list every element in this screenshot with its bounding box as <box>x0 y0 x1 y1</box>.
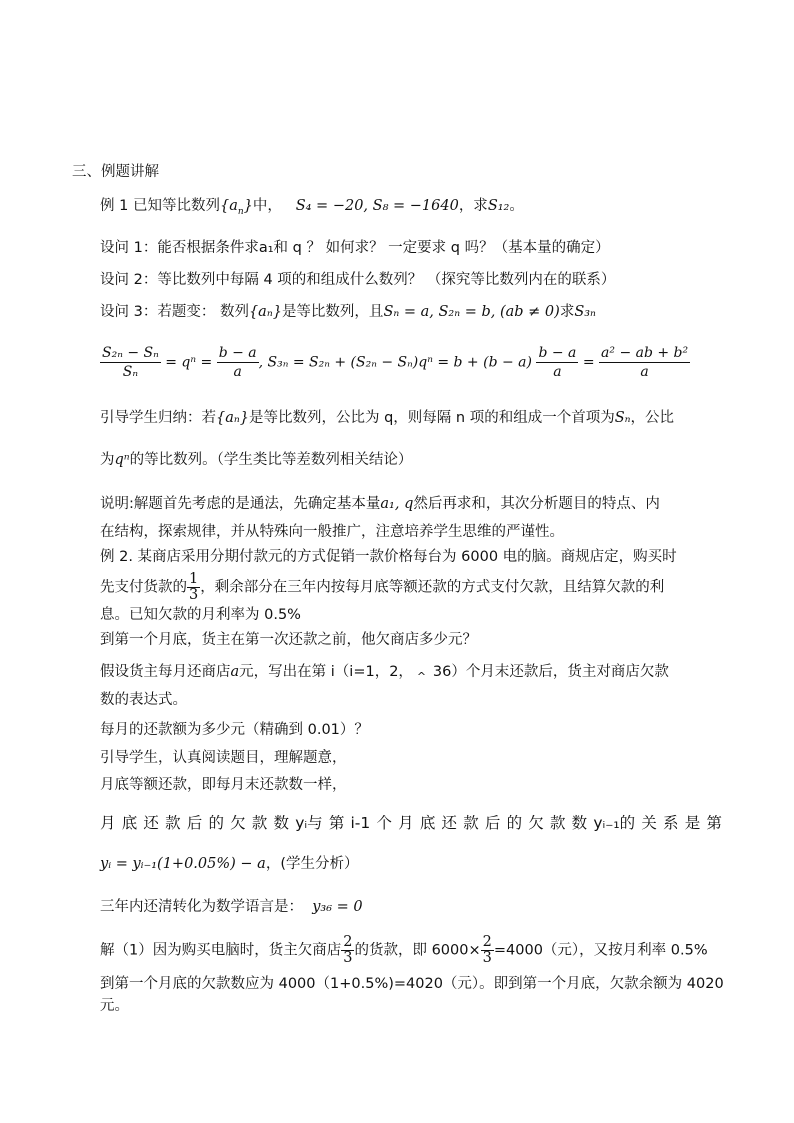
question-2: 设问 2：等比数列中每隔 4 项的和组成什么数列？ （探究等比数列内在的联系） <box>100 272 616 288</box>
example-2-line-10 <box>100 813 722 833</box>
justified-word: 后 <box>484 814 501 832</box>
justified-word: 欠 <box>528 814 544 832</box>
q3-condition: Sₙ = a, S₂ₙ = b, (ab ≠ 0) <box>383 304 560 320</box>
example-2-line-1: 例 2. 某商店采用分期付款元的方式促销一款价格每台为 6000 电的脑。商规店定，购买时 <box>100 549 677 565</box>
justified-word: 月 <box>398 814 414 832</box>
justified-word: 月 <box>100 814 116 832</box>
solution-line-2: 到第一个月底的欠款数应为 4000（1+0.5%)=4020（元）。即到第一个月底，欠款余额为 4020 <box>100 976 724 992</box>
justified-word: 关 <box>641 814 657 832</box>
justified-word: i-1 <box>350 814 371 832</box>
justified-word: yᵢ₋₁的 <box>593 814 636 832</box>
induce-qn: qⁿ <box>114 452 130 468</box>
note-line-2: 在结构，探索规律，并从特殊向一般推广，注意培养学生思维的严谨性。 <box>100 524 564 540</box>
justified-word: 欠 <box>230 814 246 832</box>
section-title: 三、例题讲解 <box>72 164 159 180</box>
justified-word: 款 <box>251 814 268 832</box>
fraction-4: $\frac{\text{a² − ab + b²}}{a}$ <box>601 345 689 380</box>
note-line-1: 说明:解题首先考虑的是通法，先确定基本量a₁, q然后再求和，其次分析题目的特点、内 <box>100 496 660 512</box>
induction-line-1: 引导学生归纳：若{aₙ}是等比数列，公比为 q，则每隔 n 项的和组成一个首项为Sₙ，公比 <box>100 410 675 426</box>
fraction-2: $\frac{b - a}{a}$ <box>218 345 257 380</box>
justified-word: 系 <box>663 814 679 832</box>
example-2-line-8: 引导学生，认真阅读题目，理解题意， <box>100 750 347 766</box>
formula-eq1: = qⁿ = <box>165 354 213 371</box>
induce-sn: Sₙ <box>614 410 631 426</box>
fraction-one-third: $\frac{1}{3}$ <box>189 571 199 603</box>
example-2-line-4: 到第一个月底，货主在第一次还款之前，他欠商店多少元？ <box>100 632 477 648</box>
fraction-3: $\frac{b - a}{a}$ <box>538 345 577 380</box>
justified-word: 数 <box>571 814 588 832</box>
justified-word: 第 <box>706 814 722 832</box>
induce-sequence: {aₙ} <box>216 410 249 426</box>
final-condition: y₃₆ = 0 <box>312 899 363 915</box>
justified-word: 后 <box>186 814 203 832</box>
question-1: 设问 1：能否根据条件求a₁和 q ？ 如何求？ 一定要求 q 吗？（基本量的确定） <box>100 240 610 256</box>
justified-word: 底 <box>419 814 436 832</box>
q3-mid: 是等比数列，且 <box>281 304 384 320</box>
example-1-statement <box>100 196 524 216</box>
justified-word: 个 <box>376 814 392 832</box>
note-vars: a₁, q <box>380 496 414 512</box>
ex1-mid: 中， <box>252 198 282 214</box>
justified-word: 款 <box>549 814 566 832</box>
q3-target: S₃ₙ <box>574 304 596 320</box>
example-2-line-5: 假设货主每月还商店a元，写出在第 i（i=1，2， ^ 36）个月末还款后，货主对商店欠款 <box>100 664 669 683</box>
q3-ask: 求 <box>559 304 575 320</box>
solution-line-1: 解（1）因为购买电脑时，货主欠商店 $\frac{2}{3}$ 的货款，即 6000× $\frac{2}{3}$ =4000（元），又按月利率 0.5% <box>100 934 708 966</box>
justified-word: yᵢ与 <box>295 814 323 832</box>
recurrence-formula: yᵢ = yᵢ₋₁(1+0.05%) − a <box>100 856 266 872</box>
justified-word: 第 <box>328 814 345 832</box>
justified-word: 还 <box>441 814 458 832</box>
ex1-end: 。 <box>509 198 524 214</box>
justified-word: 的 <box>506 814 523 832</box>
example-2-line-12: 三年内还清转化为数学语言是： y₃₆ = 0 <box>100 899 363 915</box>
ex1-target: S₁₂ <box>487 198 510 214</box>
justified-word: 款 <box>165 814 181 832</box>
justified-word: 底 <box>121 814 138 832</box>
justified-word: 款 <box>463 814 479 832</box>
formula-eq2: = <box>582 354 595 371</box>
fraction-two-thirds-2: $\frac{2}{3}$ <box>482 934 492 966</box>
solution-line-3: 元。 <box>100 998 129 1014</box>
ex1-ask: ，求 <box>458 198 488 214</box>
example-2-line-7: 每月的还款额为多少元（精确到 0.01）？ <box>100 722 369 738</box>
example-2-line-11: yᵢ = yᵢ₋₁(1+0.05%) − a，(学生分析） <box>100 856 359 872</box>
justified-word: 是 <box>684 814 701 832</box>
example-2-line-9: 月底等额还款，即每月末还款数一样， <box>100 777 347 793</box>
ex1-sequence: $\{a_n\}$ <box>219 198 253 217</box>
example-2-line-6: 数的表达式。 <box>100 692 187 708</box>
fraction-two-thirds: $\frac{2}{3}$ <box>343 934 353 966</box>
ex1-intro: 例 1 已知等比数列 <box>100 198 220 214</box>
justified-word: 的 <box>208 814 224 832</box>
q3-sequence: {aₙ} <box>248 304 282 320</box>
question-3 <box>100 302 596 322</box>
fraction-1: $\frac{\text{S₂ₙ − Sₙ}}{\text{Sₙ}}$ <box>102 345 159 380</box>
example-2-line-2: 先支付货款的 $\frac{1}{3}$ ，剩余部分在三年内按每月底等额还款的方式支付欠款，且结算欠款的利 <box>100 571 665 603</box>
formula-mid: , S₃ₙ = S₂ₙ + (S₂ₙ − Sₙ)qⁿ = b + (b − a) <box>258 354 532 371</box>
example-2-line-3: 息。已知欠款的月利率为 0.5% <box>100 607 301 623</box>
induction-line-2: 为qⁿ的等比数列。（学生类比等差数列相关结论） <box>100 452 413 468</box>
justified-word: 还 <box>143 814 159 832</box>
q3-prefix: 设问 3：若题变： 数列 <box>100 304 249 320</box>
payment-var: a <box>230 664 240 680</box>
formula-line <box>100 344 690 381</box>
justified-word: 数 <box>273 814 290 832</box>
ex1-condition: S₄ = −20, S₈ = −1640 <box>295 198 459 214</box>
